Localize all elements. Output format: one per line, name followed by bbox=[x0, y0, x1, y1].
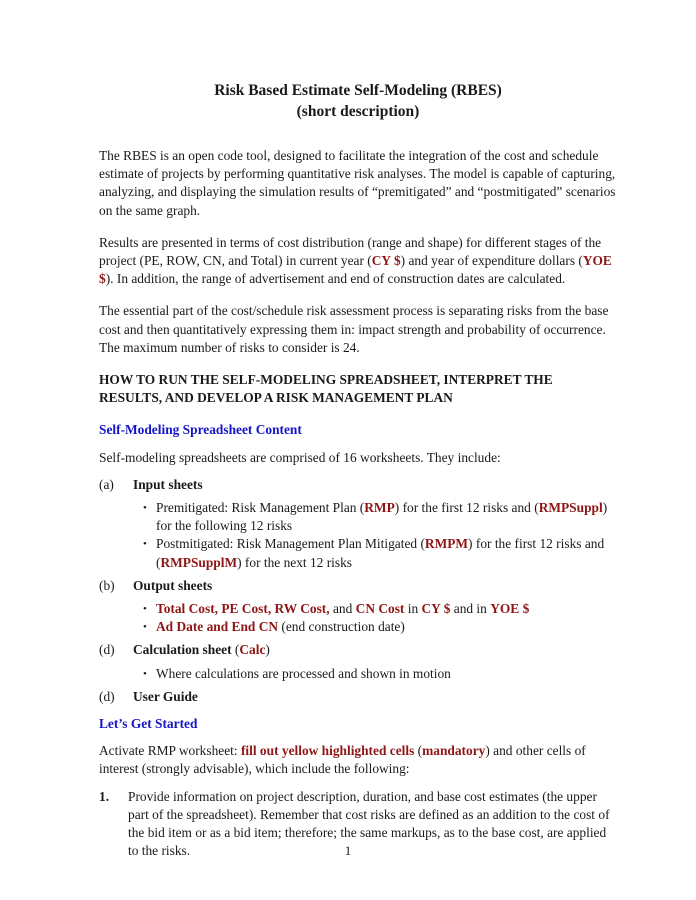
bullet-list-item bbox=[99, 618, 617, 636]
text-run: RMPSupplM bbox=[160, 554, 238, 570]
heading-spreadsheet-content bbox=[99, 421, 617, 439]
list-item-label: Output sheets bbox=[133, 577, 213, 593]
text-run: YOE $ bbox=[490, 601, 530, 617]
bullet-text bbox=[156, 500, 607, 533]
text-run: Let’s Get Started bbox=[99, 716, 198, 732]
bullet-list-item bbox=[99, 499, 617, 535]
spacer bbox=[99, 440, 617, 449]
text-run: fill out yellow highlighted cells bbox=[240, 743, 415, 759]
list-item-label: User Guide bbox=[133, 688, 198, 704]
bullet-glyph-icon: • bbox=[143, 667, 147, 680]
text-run: Self-Modeling Spreadsheet Content bbox=[99, 422, 302, 438]
text-run: Activate RMP worksheet: bbox=[99, 743, 241, 759]
page-number: 1 bbox=[344, 843, 352, 858]
bullet-glyph-icon: • bbox=[143, 621, 147, 634]
paragraph-results bbox=[99, 234, 617, 289]
bullet-list bbox=[99, 499, 617, 572]
bullet-list bbox=[99, 600, 617, 636]
list-item-label bbox=[133, 642, 270, 657]
list-marker: 1. bbox=[99, 788, 110, 804]
heading-lets-get-started bbox=[99, 715, 617, 733]
spacer bbox=[99, 357, 617, 371]
bullet-list bbox=[99, 665, 617, 683]
text-run: Total Cost, PE Cost, RW Cost, bbox=[156, 601, 330, 617]
bullet-glyph-icon: • bbox=[143, 538, 147, 551]
paragraph-essential bbox=[99, 302, 617, 357]
title-line-1: Risk Based Estimate Self-Modeling (RBES) bbox=[214, 82, 502, 99]
list-item-label: Input sheets bbox=[133, 476, 203, 492]
list-marker: (b) bbox=[99, 577, 115, 593]
bullet-list-item bbox=[99, 600, 617, 618]
text-run: ) bbox=[265, 642, 270, 658]
text-run: CN Cost bbox=[355, 601, 405, 617]
text-run: Premitigated: Risk Management Plan ( bbox=[156, 500, 365, 516]
text-run: ) for the next 12 risks bbox=[237, 554, 353, 570]
document-body bbox=[99, 80, 617, 861]
heading-how-to-run bbox=[99, 371, 617, 407]
lettered-list bbox=[99, 476, 617, 706]
text-run: and bbox=[329, 601, 356, 617]
bullet-text bbox=[156, 666, 451, 681]
spacer bbox=[99, 220, 617, 234]
paragraph-intro bbox=[99, 147, 617, 220]
text-run: Provide information on project description, duration, and base cost estimates (the upper part of the spreadsheet). Remember that cost risks are defined as an addition to the cost of the bid item or as a bid item; therefore; the same markups, as to the base cost, are applied to the risks. bbox=[128, 788, 610, 859]
text-run: ( bbox=[231, 642, 240, 658]
list-marker: (d) bbox=[99, 642, 115, 658]
list-marker: (d) bbox=[99, 688, 115, 704]
text-run: ) and other cells of interest (strongly advisable), which include the following: bbox=[99, 743, 586, 777]
paragraph-activate-rmp bbox=[99, 742, 617, 778]
spacer bbox=[99, 467, 617, 476]
text-run: CY $ bbox=[371, 253, 401, 269]
text-run: Results are presented in terms of cost distribution (range and shape) for different stages of the project (PE, ROW, CN, and Total) in current year ( bbox=[99, 234, 602, 269]
text-run: in bbox=[404, 601, 422, 617]
text-run: Calculation sheet bbox=[133, 642, 232, 658]
spacer bbox=[99, 407, 617, 421]
bullet-list-item bbox=[99, 535, 617, 571]
text-run: The RBES is an open code tool, designed to facilitate the integration of the cost and schedule estimate of projects by performing quantitative risk analyses. The model is capable of capturing, analyzing, and displaying the simulation results of “premitigated” and “postmitigated” scenarios on the same graph. bbox=[99, 148, 616, 218]
text-run: Calc bbox=[239, 642, 266, 658]
paragraph-worksheets-intro bbox=[99, 449, 617, 467]
spacer bbox=[99, 779, 617, 788]
text-run: RMP bbox=[364, 500, 395, 516]
lettered-list-item bbox=[99, 577, 617, 595]
text-run: HOW TO RUN THE SELF-MODELING SPREADSHEET, INTERPRET THE RESULTS, AND DEVELOP A RISK MANAGEMENT PLAN bbox=[99, 372, 553, 406]
text-run: mandatory bbox=[422, 743, 486, 759]
text-run: ). In addition, the range of advertisement and end of construction dates are calculated. bbox=[105, 271, 566, 287]
text-run: Postmitigated: Risk Management Plan Mitigated ( bbox=[156, 536, 425, 552]
text-run: Ad Date and End CN bbox=[156, 619, 279, 635]
text-run: Where calculations are processed and shown in motion bbox=[156, 665, 451, 681]
title-line-2: (short description) bbox=[296, 103, 420, 120]
text-run: CY $ bbox=[421, 601, 451, 617]
text-run: and in bbox=[450, 601, 491, 617]
bullet-text bbox=[156, 601, 529, 616]
text-run: Self-modeling spreadsheets are comprised of 16 worksheets. They include: bbox=[99, 449, 501, 465]
text-run: RMPSuppl bbox=[538, 500, 603, 516]
lettered-list-item bbox=[99, 476, 617, 494]
text-run: ( bbox=[414, 743, 423, 759]
lettered-list-item bbox=[99, 641, 617, 659]
bullet-list-item bbox=[99, 665, 617, 683]
list-marker: (a) bbox=[99, 476, 114, 492]
page-title bbox=[99, 80, 617, 122]
text-run: RMPM bbox=[424, 536, 469, 552]
text-run: ) for the first 12 risks and ( bbox=[394, 500, 539, 516]
lettered-list-item bbox=[99, 688, 617, 706]
text-run: ) for the following 12 risks bbox=[156, 500, 608, 534]
spacer bbox=[99, 288, 617, 302]
text-run: The essential part of the cost/schedule risk assessment process is separating risks from the base cost and then quantitatively expressing them in: impact strength and probability of occurrence. The maximum number of risks to consider is 24. bbox=[99, 303, 609, 355]
bullet-glyph-icon: • bbox=[143, 502, 147, 515]
text-run: ) and year of expenditure dollars ( bbox=[400, 253, 583, 269]
spacer bbox=[99, 706, 617, 715]
spacer bbox=[99, 122, 617, 147]
bullet-text bbox=[156, 536, 604, 569]
bullet-text bbox=[156, 619, 405, 634]
text-run: (end construction date) bbox=[278, 619, 405, 635]
text-run: YOE $ bbox=[99, 253, 612, 287]
spacer bbox=[99, 733, 617, 742]
bullet-glyph-icon: • bbox=[143, 603, 147, 616]
text-run: ) for the first 12 risks and ( bbox=[156, 536, 605, 570]
